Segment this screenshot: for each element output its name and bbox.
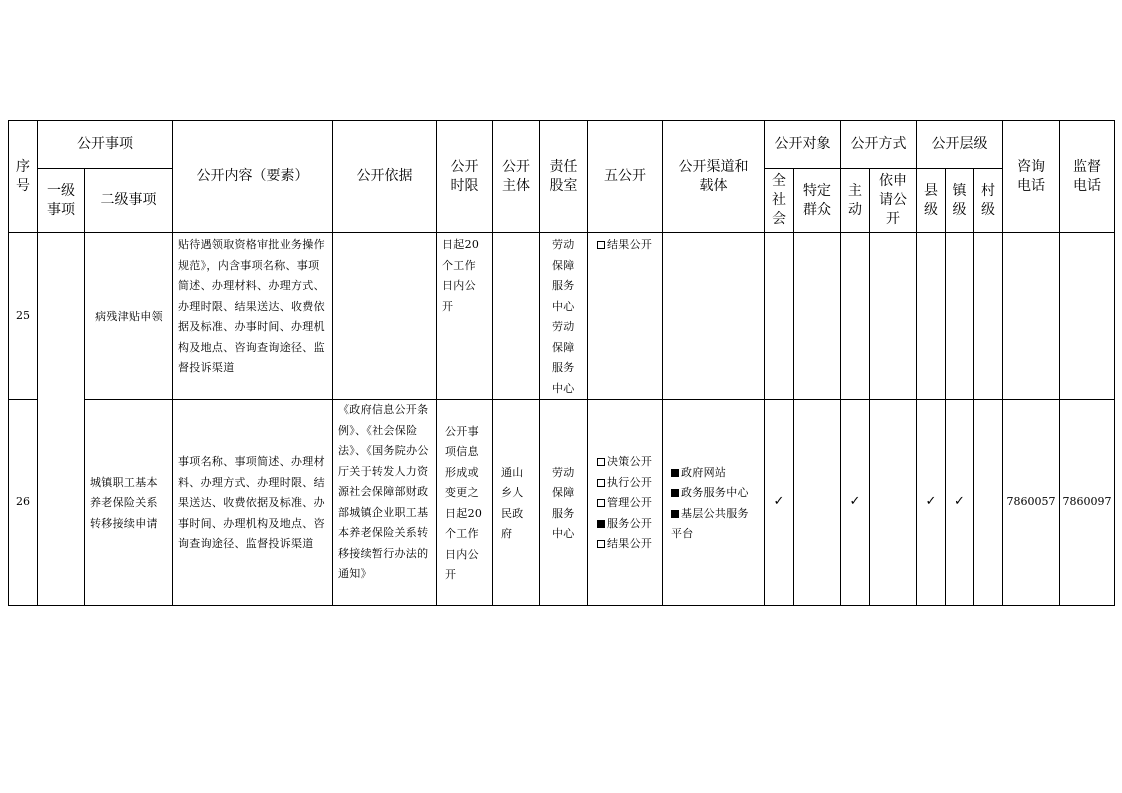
header-target: 公开对象 (765, 121, 841, 169)
checkbox-empty-icon (597, 499, 605, 507)
filled-square-icon (671, 510, 679, 518)
check-mark-icon: ✓ (849, 494, 861, 510)
row-item: 病残津贴申领 (85, 233, 173, 400)
row-five (588, 233, 663, 400)
row-method-active (841, 400, 870, 606)
row-channel (663, 400, 765, 606)
check-mark-icon: ✓ (954, 494, 965, 510)
row-level-town (946, 400, 974, 606)
row-level1-item (38, 233, 85, 606)
row-basis: 《政府信息公开条例》、《社会保险法》、《国务院办公厅关于转发人力资源社会保障部财政部城镇企业职工基本养老保险关系转移接续暂行办法的通知》 (333, 400, 437, 606)
row-time-limit: 日起20 个工作 日内公 开 (437, 233, 493, 400)
row-channel (663, 233, 765, 400)
row-basis (333, 233, 437, 400)
header-channel: 公开渠道和 载体 (663, 121, 765, 233)
five-item: 管理公开 (597, 493, 658, 514)
header-dept: 责任 股室 (540, 121, 588, 233)
header-basis: 公开依据 (333, 121, 437, 233)
header-level: 公开层级 (917, 121, 1003, 169)
row-dept: 劳动 保障 服务 中心 劳动 保障 服务 中心 (540, 233, 588, 400)
row-target-all (765, 233, 794, 400)
channel-item: 基层公共服务平台 (671, 506, 749, 540)
row-target-specific (794, 400, 841, 606)
checkbox-empty-icon (597, 458, 605, 466)
five-item: 结果公开 (597, 534, 658, 555)
header-method-active: 主 动 (841, 169, 870, 233)
row-supervise-phone (1060, 233, 1115, 400)
header-supervise-phone: 监督 电话 (1060, 121, 1115, 233)
five-item: 执行公开 (597, 473, 658, 494)
row-subject (493, 233, 540, 400)
header-level-county: 县 级 (917, 169, 946, 233)
checkbox-empty-icon (597, 540, 605, 548)
header-five: 五公开 (588, 121, 663, 233)
five-item: 决策公开 (597, 452, 658, 473)
check-mark-icon: ✓ (773, 494, 785, 510)
filled-square-icon (671, 469, 679, 477)
row-level-village (974, 233, 1003, 400)
header-level2: 二级事项 (85, 169, 173, 233)
row-subject: 通山 乡人 民政 府 (493, 400, 540, 606)
header-seq: 序 号 (9, 121, 38, 233)
row-level-county (917, 233, 946, 400)
row-supervise-phone: 7860097 (1060, 400, 1115, 606)
five-item: 服务公开 (597, 514, 658, 535)
row-level-county (917, 400, 946, 606)
checkbox-filled-icon (597, 520, 605, 528)
row-consult-phone (1003, 233, 1060, 400)
disclosure-table (8, 120, 1115, 606)
header-subject: 公开 主体 (493, 121, 540, 233)
table-row (9, 233, 1115, 400)
header-level-village: 村 级 (974, 169, 1003, 233)
row-target-all (765, 400, 794, 606)
row-item: 城镇职工基本养老保险关系转移接续申请 (85, 400, 173, 606)
row-level-village (974, 400, 1003, 606)
row-content: 事项名称、事项简述、办理材料、办理方式、办理时限、结果送达、收费依据及标准、办事时间、办理机构及地点、咨询查询途径、监督投诉渠道 (173, 400, 333, 606)
header-level-town: 镇 级 (946, 169, 974, 233)
header-time-limit: 公开 时限 (437, 121, 493, 233)
row-content: 贴待遇领取资格审批业务操作规范》，内含事项名称、事项简述、办理材料、办理方式、办理时限、结果送达、收费依据及标准、办事时间、办理机构及地点、咨询查询途径、监督投诉渠道 (173, 233, 333, 400)
header-consult-phone: 咨询 电话 (1003, 121, 1060, 233)
row-target-specific (794, 233, 841, 400)
header-method: 公开方式 (841, 121, 917, 169)
row-seq: 25 (9, 233, 38, 400)
row-method-request (870, 400, 917, 606)
checkbox-empty-icon (597, 479, 605, 487)
five-item: 结果公开 (597, 235, 658, 256)
filled-square-icon (671, 489, 679, 497)
header-content: 公开内容（要素） (173, 121, 333, 233)
row-time-limit: 公开事 项信息 形成或 变更之 日起20 个工作 日内公 开 (437, 400, 493, 606)
channel-item: 政府网站 (671, 463, 760, 484)
check-mark-icon: ✓ (925, 494, 937, 510)
row-consult-phone: 7860057 (1003, 400, 1060, 606)
row-method-request (870, 233, 917, 400)
row-method-active (841, 233, 870, 400)
header-public-items: 公开事项 (38, 121, 173, 169)
header-level1: 一级 事项 (38, 169, 85, 233)
header-method-request: 依申 请公 开 (870, 169, 917, 233)
channel-item: 政务服务中心 (671, 483, 760, 504)
row-dept: 劳动 保障 服务 中心 (540, 400, 588, 606)
row-level-town (946, 233, 974, 400)
checkbox-empty-icon (597, 241, 605, 249)
header-target-specific: 特定 群众 (794, 169, 841, 233)
row-five (588, 400, 663, 606)
header-target-all: 全 社 会 (765, 169, 794, 233)
table-row (9, 400, 1115, 606)
row-seq: 26 (9, 400, 38, 606)
